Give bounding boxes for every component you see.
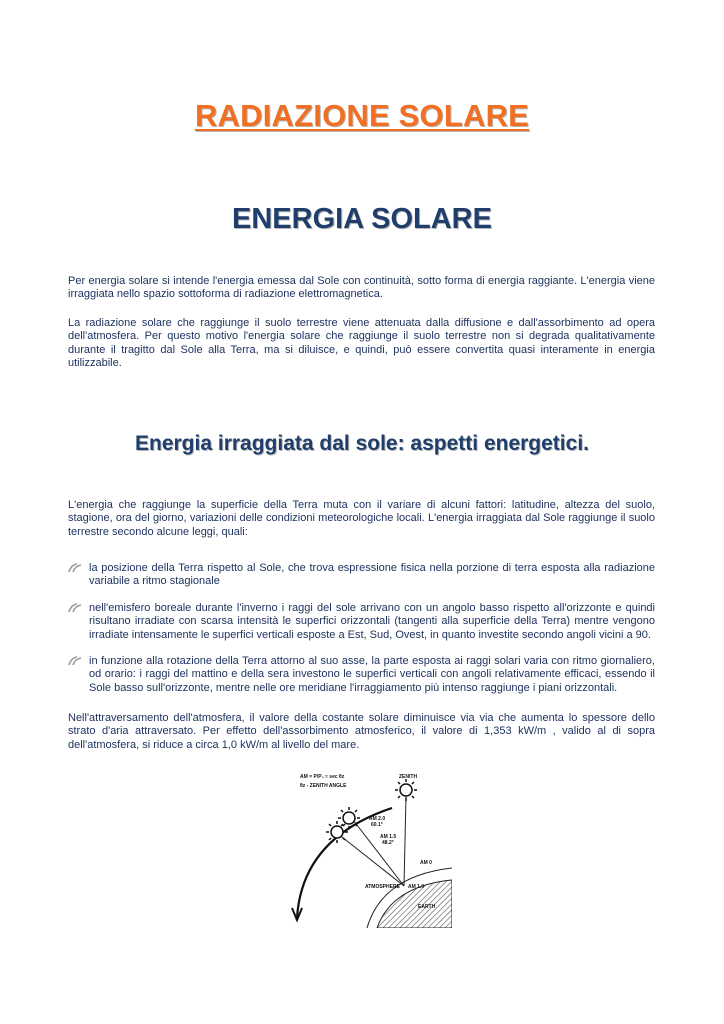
- ray-zenith: [404, 796, 406, 886]
- document-title: RADIAZIONE SOLARE: [194, 98, 530, 133]
- sun-icon: [338, 807, 360, 829]
- bullet-swoosh-icon: [68, 656, 82, 666]
- list-item: [68, 655, 655, 695]
- list-item-text: in funzione alla rotazione della Terra attorno al suo asse, la parte esposta ai raggi solari varia con ritmo giornaliero, od orario: i raggi del mattino e della sera investono le superfici verticali con angoli relativamente efficaci, essendo il Sole basso sull'orizzonte, mentre nelle ore meridiane l'irraggiamento più intenso raggiunge i piani orizzontali.: [89, 655, 655, 694]
- zenith-label: ZENITH: [399, 774, 418, 780]
- ray-am20: [337, 833, 404, 886]
- section-heading-energia-irraggiata: Energia irraggiata dal sole: aspetti energetici.: [135, 432, 589, 455]
- section-heading-energia-solare: ENERGIA SOLARE: [232, 203, 492, 235]
- section-paragraph-atmosphere: Nell'attraversamento dell'atmosfera, il valore della costante solare diminuisce via via che aumenta lo spessore dello strato d'aria attraversato. Per effetto dell'assorbimento atmosferico, il valore di 1,353 kW/m , valido al di sopra dell'atmosfera, si riduce a circa 1,0 kW/m al livello del mare.: [68, 712, 655, 751]
- formula-label: AM = P/P₀ ≈ sec θz: [300, 774, 345, 780]
- earth-label: EARTH: [418, 904, 436, 910]
- section-paragraph-intro: L'energia che raggiunge la superficie della Terra muta con il variare di alcuni fattori: latitudine, altezza del suolo, stagione, ora del giorno, variazioni delle condizioni meteorologiche locali. L'energia irraggiata dal Sole raggiunge il suolo terrestre secondo alcune leggi, quali:: [68, 499, 655, 538]
- list-item: [68, 602, 655, 642]
- am15-angle: 48.2°: [382, 840, 394, 846]
- bullet-swoosh-icon: [68, 563, 82, 573]
- laws-bullet-list: [68, 562, 655, 695]
- am20-angle: 60.1°: [371, 822, 383, 828]
- atmosphere-label: ATMOSPHERE: [365, 884, 400, 890]
- am15-label: AM 1.5: [380, 834, 397, 840]
- list-item-text: la posizione della Terra rispetto al Sole, che trova espressione fisica nella porzione di terra esposta alla radiazione variabile a ritmo stagionale: [89, 562, 655, 588]
- bullet-swoosh-icon: [68, 603, 82, 613]
- intro-paragraph-2: La radiazione solare che raggiunge il suolo terrestre viene attenuata dalla diffusione e dall'assorbimento ad opera dell'atmosfera. Per questo motivo l'energia solare che raggiunge il suolo terrestre non si degrada qualitativamente durante il tragitto dal Sole alla Terra, ma si diluisce, e quindi, può essere convertita quasi interamente in energia utilizzabile.: [68, 317, 655, 369]
- am10-label: AM 1.0: [408, 884, 425, 890]
- intro-paragraph-1: Per energia solare si intende l'energia emessa dal Sole con continuità, sotto forma di energia raggiante. L'energia viene irraggiata nello spazio sottoforma di radiazione elettromagnetica.: [68, 275, 655, 301]
- am0-label: AM 0: [420, 860, 432, 866]
- list-item: [68, 562, 655, 589]
- list-item-text: nell'emisfero boreale durante l'inverno i raggi del sole arrivano con un angolo basso rispetto all'orizzonte e quindi risultano irradiate con scarsa intensità le superfici orizzontali (tangenti alla superficie della Terra) mentre vengono irradiate intensamente le superfici verticali esposte a Est, Sud, Ovest, in quanto investite secondo angoli vicini a 90.: [89, 601, 655, 641]
- air-mass-diagram: [282, 768, 452, 928]
- am20-label: AM 2.0: [369, 816, 386, 822]
- zenith-angle-note: θz - ZENITH ANGLE: [300, 783, 347, 789]
